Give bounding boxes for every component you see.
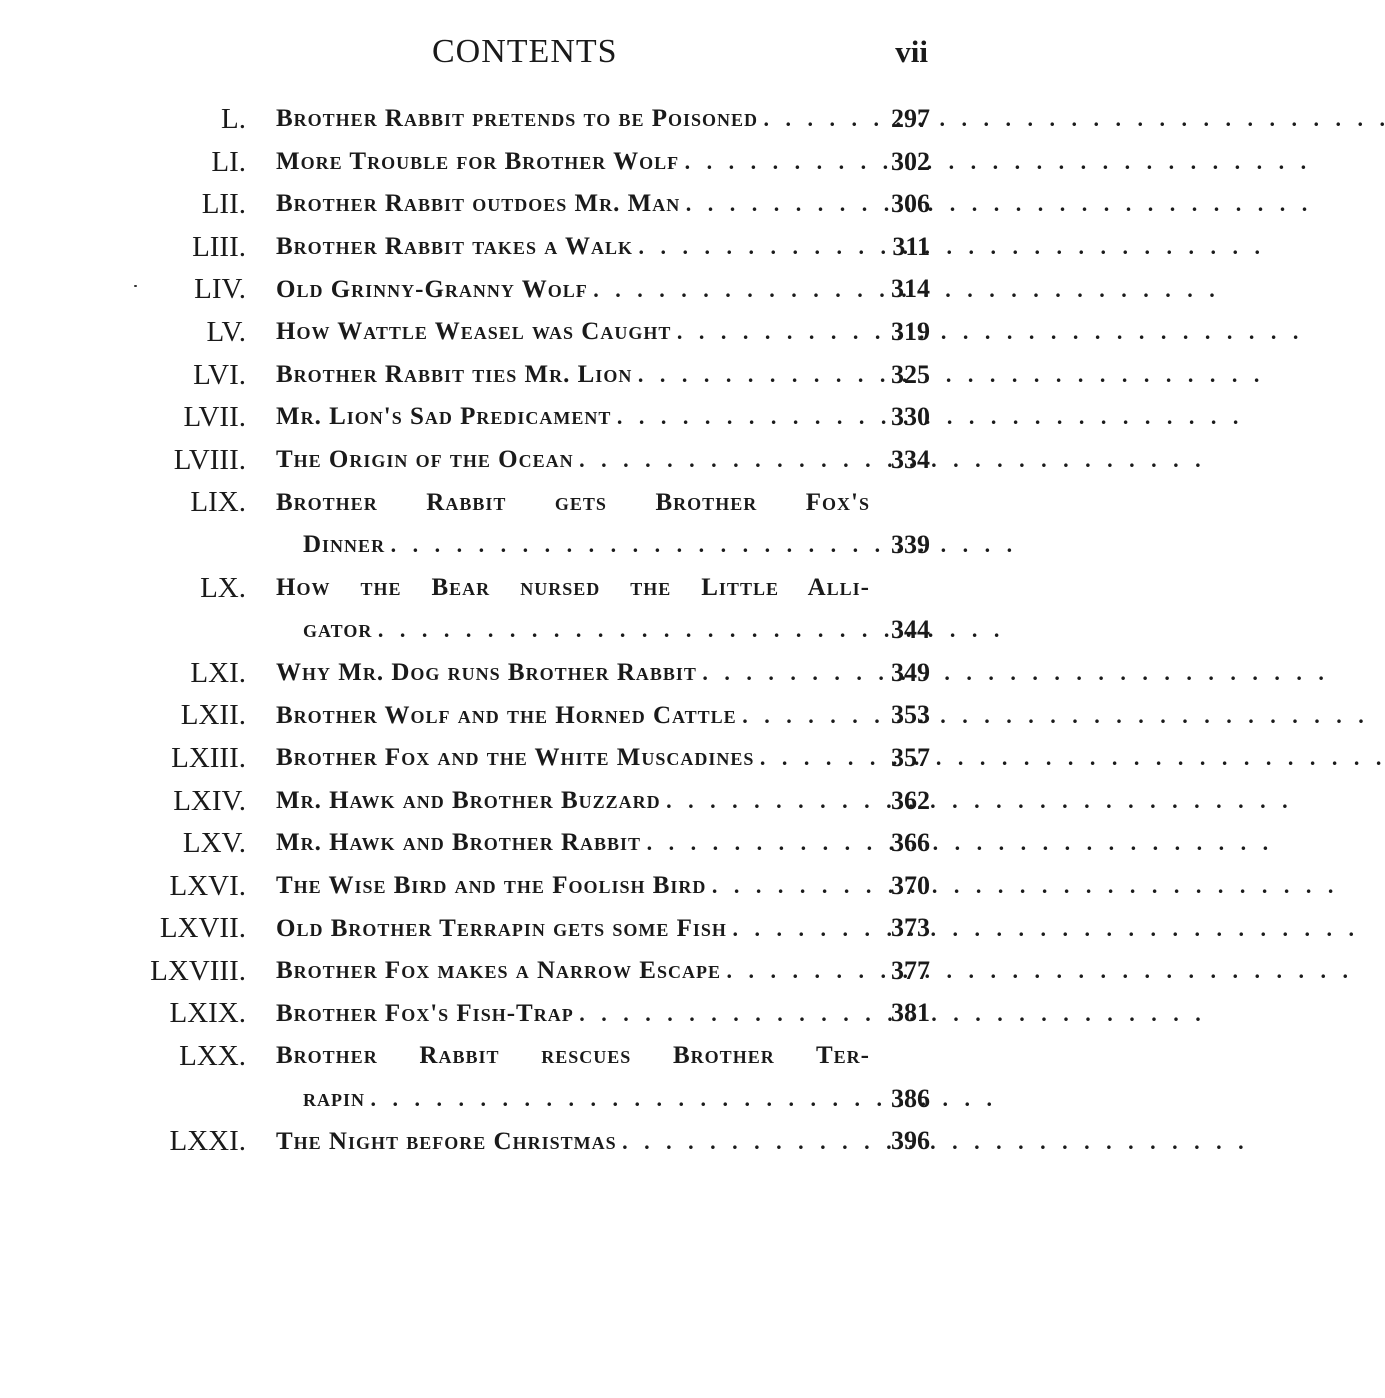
chapter-title: Mr. Hawk and Brother Rabbit bbox=[276, 829, 642, 857]
dot-leader bbox=[632, 362, 1259, 388]
toc-entry bbox=[0, 822, 1000, 865]
chapter-page-number: 311 bbox=[892, 231, 930, 261]
chapter-title: Brother Rabbit pretends to be Poisoned bbox=[276, 105, 759, 133]
print-speck bbox=[134, 285, 137, 287]
chapter-numeral: LXII. bbox=[180, 699, 246, 732]
chapter-numeral: LII. bbox=[201, 188, 246, 221]
chapter-title: Brother Rabbit rescues Brother Ter- bbox=[276, 1042, 870, 1070]
chapter-title-line bbox=[276, 652, 870, 695]
chapter-page-number: 362 bbox=[891, 785, 930, 815]
chapter-title-line bbox=[276, 396, 870, 439]
page-number: vii bbox=[895, 34, 928, 69]
chapter-title: The Wise Bird and the Foolish Bird bbox=[276, 871, 707, 899]
chapter-title-line bbox=[276, 567, 870, 610]
chapter-page-number: 366 bbox=[891, 828, 930, 858]
chapter-numeral: LIV. bbox=[194, 273, 246, 306]
toc-entry bbox=[0, 268, 1000, 311]
chapter-title-line bbox=[276, 780, 870, 823]
chapter-title: Brother Rabbit takes a Walk bbox=[276, 233, 634, 261]
chapter-title-line bbox=[276, 992, 870, 1035]
chapter-page-number: 373 bbox=[891, 913, 930, 943]
chapter-title: More Trouble for Brother Wolf bbox=[276, 147, 680, 175]
chapter-title-line bbox=[276, 694, 870, 737]
chapter-page-number: 302 bbox=[891, 146, 930, 176]
chapter-title: Brother Rabbit outdoes Mr. Man bbox=[276, 190, 681, 218]
dot-leader bbox=[727, 916, 1354, 942]
chapter-numeral: LXI. bbox=[190, 656, 246, 689]
chapter-numeral: LXIX. bbox=[169, 997, 246, 1030]
toc-entry bbox=[0, 567, 1000, 610]
toc-entry bbox=[0, 141, 1000, 184]
chapter-numeral: LI. bbox=[211, 145, 246, 178]
chapter-numeral: LIX. bbox=[190, 486, 246, 519]
chapter-title-line bbox=[276, 481, 870, 524]
chapter-title-line bbox=[276, 439, 870, 482]
toc-entry bbox=[0, 737, 1000, 780]
chapter-title-line bbox=[276, 907, 870, 950]
toc-entry bbox=[0, 311, 1000, 354]
toc-entry bbox=[0, 481, 1000, 524]
dot-leader bbox=[721, 958, 1348, 984]
chapter-numeral: LXV. bbox=[182, 827, 246, 860]
chapter-page-number: 297 bbox=[891, 104, 930, 133]
chapter-page-number: 334 bbox=[891, 444, 930, 474]
chapter-title-line bbox=[276, 950, 870, 993]
toc-entry-continuation bbox=[0, 1078, 1000, 1121]
dot-leader bbox=[737, 703, 1364, 729]
chapter-title-line bbox=[276, 737, 870, 780]
dot-leader bbox=[754, 745, 1381, 771]
toc-entry bbox=[0, 694, 1000, 737]
chapter-title: How Wattle Weasel was Caught bbox=[276, 318, 672, 346]
chapter-title: The Origin of the Ocean bbox=[276, 446, 574, 474]
chapter-title: Brother Fox's Fish-Trap bbox=[276, 999, 574, 1027]
toc-entry bbox=[0, 354, 1000, 397]
chapter-numeral: L. bbox=[221, 103, 246, 135]
toc-entry-continuation bbox=[0, 609, 1000, 652]
chapter-title: Brother Wolf and the Horned Cattle bbox=[276, 701, 737, 729]
dot-leader bbox=[671, 319, 1298, 345]
chapter-numeral: LXVI. bbox=[169, 869, 246, 902]
page-header bbox=[0, 30, 1000, 74]
chapter-title-line bbox=[276, 183, 870, 226]
dot-leader bbox=[661, 788, 1288, 814]
chapter-numeral: LXX. bbox=[179, 1040, 246, 1073]
chapter-title: Brother Fox and the White Muscadines bbox=[276, 744, 755, 772]
chapter-title-continuation: gator bbox=[303, 616, 373, 644]
chapter-title-line bbox=[276, 1035, 870, 1078]
toc-entry bbox=[0, 396, 1000, 439]
toc-entry-continuation bbox=[0, 524, 1000, 567]
chapter-page-number: 353 bbox=[891, 700, 930, 730]
chapter-numeral: LXVII. bbox=[159, 912, 246, 945]
dot-leader bbox=[706, 873, 1333, 899]
chapter-title-line bbox=[276, 98, 870, 141]
chapter-numeral: LVII. bbox=[183, 401, 246, 434]
chapter-title-line bbox=[276, 311, 870, 354]
chapter-numeral: LXIII. bbox=[171, 741, 246, 774]
chapter-title-line bbox=[303, 609, 870, 652]
chapter-title: How the Bear nursed the Little Alli- bbox=[276, 573, 870, 601]
chapter-title: Brother Fox makes a Narrow Escape bbox=[276, 957, 721, 985]
chapter-title: The Night before Christmas bbox=[276, 1127, 617, 1155]
chapter-page-number: 330 bbox=[891, 402, 930, 432]
dot-leader bbox=[758, 106, 1385, 132]
toc-entry bbox=[0, 1035, 1000, 1078]
toc-entry bbox=[0, 780, 1000, 823]
chapter-numeral: LXVIII. bbox=[150, 954, 246, 987]
chapter-page-number: 339 bbox=[891, 529, 930, 559]
chapter-title-line bbox=[276, 354, 870, 397]
dot-leader bbox=[679, 149, 1306, 175]
chapter-numeral: LIII. bbox=[192, 230, 246, 263]
dot-leader bbox=[697, 660, 1324, 686]
chapter-title: Mr. Hawk and Brother Buzzard bbox=[276, 786, 661, 814]
toc-entry bbox=[0, 950, 1000, 993]
chapter-page-number: 349 bbox=[891, 657, 930, 687]
page-title: CONTENTS bbox=[432, 33, 618, 70]
table-of-contents bbox=[0, 98, 1000, 1163]
chapter-page-number: 319 bbox=[891, 316, 930, 346]
chapter-title: Why Mr. Dog runs Brother Rabbit bbox=[276, 659, 697, 687]
toc-entry bbox=[0, 992, 1000, 1035]
chapter-page-number: 314 bbox=[891, 274, 930, 304]
dot-leader bbox=[617, 1129, 1244, 1155]
chapter-page-number: 381 bbox=[891, 998, 930, 1028]
chapter-title-line bbox=[276, 822, 870, 865]
chapter-numeral: LVI. bbox=[193, 358, 246, 391]
chapter-numeral: LV. bbox=[206, 315, 246, 348]
toc-entry bbox=[0, 907, 1000, 950]
toc-entry bbox=[0, 183, 1000, 226]
chapter-title-line bbox=[276, 141, 870, 184]
chapter-title: Mr. Lion's Sad Predicament bbox=[276, 403, 612, 431]
chapter-title-line bbox=[276, 1120, 870, 1163]
chapter-title: Brother Rabbit ties Mr. Lion bbox=[276, 360, 633, 388]
chapter-title-line bbox=[276, 226, 870, 269]
chapter-numeral: LXIV. bbox=[173, 784, 246, 817]
dot-leader bbox=[633, 234, 1260, 260]
dot-leader bbox=[680, 191, 1307, 217]
toc-entry bbox=[0, 1120, 1000, 1163]
toc-entry bbox=[0, 439, 1000, 482]
chapter-numeral: LX. bbox=[200, 571, 246, 604]
chapter-title: Old Grinny-Granny Wolf bbox=[276, 275, 588, 303]
chapter-page-number: 344 bbox=[891, 615, 930, 645]
chapter-page-number: 386 bbox=[891, 1083, 930, 1113]
toc-entry bbox=[0, 652, 1000, 695]
chapter-title: Old Brother Terrapin gets some Fish bbox=[276, 914, 727, 942]
chapter-title-line bbox=[303, 1078, 870, 1121]
toc-entry bbox=[0, 226, 1000, 269]
chapter-page-number: 370 bbox=[891, 870, 930, 900]
toc-entry bbox=[0, 865, 1000, 908]
chapter-title-line bbox=[276, 865, 870, 908]
chapter-page-number: 306 bbox=[891, 189, 930, 219]
chapter-page-number: 357 bbox=[891, 742, 930, 772]
chapter-title-continuation: Dinner bbox=[303, 531, 386, 559]
dot-leader bbox=[574, 447, 1201, 473]
chapter-numeral: LVIII. bbox=[173, 443, 246, 476]
chapter-page-number: 377 bbox=[891, 955, 930, 985]
chapter-title-line bbox=[276, 268, 870, 311]
chapter-numeral: LXXI. bbox=[169, 1125, 246, 1158]
chapter-title-line bbox=[303, 524, 870, 567]
chapter-title: Brother Rabbit gets Brother Fox's bbox=[276, 488, 870, 516]
chapter-page-number: 396 bbox=[891, 1126, 930, 1156]
dot-leader bbox=[574, 1001, 1201, 1027]
chapter-page-number: 325 bbox=[891, 359, 930, 389]
toc-entry bbox=[0, 98, 1000, 141]
dot-leader bbox=[641, 830, 1268, 856]
chapter-title-continuation: rapin bbox=[303, 1084, 365, 1112]
